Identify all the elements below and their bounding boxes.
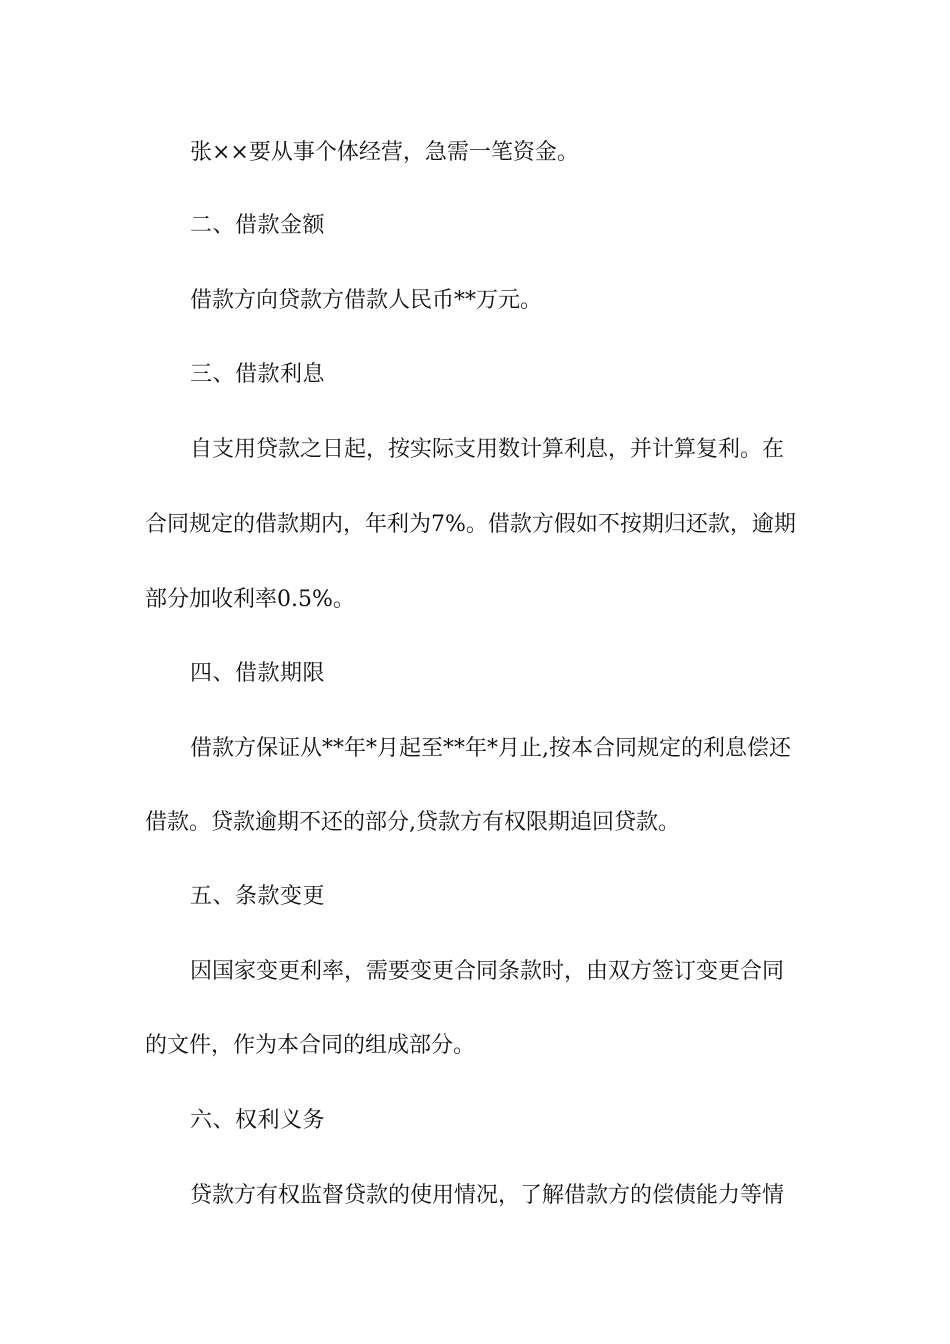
paragraph-change-line-2: 的文件，作为本合同的组成部分。 — [145, 1033, 476, 1058]
paragraph-change-line-1: 因国家变更利率，需要变更合同条款时，由双方签订变更合同 — [190, 959, 785, 984]
heading-loan-interest: 三、借款利息 — [190, 362, 326, 387]
paragraph-rights-line-1: 贷款方有权监督贷款的使用情况，了解借款方的偿债能力等情 — [190, 1183, 785, 1208]
paragraph-interest-line-1: 自支用贷款之日起，按实际支用数计算利息，并计算复利。在 — [190, 437, 785, 462]
heading-rights-obligations: 六、权利义务 — [190, 1108, 326, 1133]
heading-clause-change: 五、条款变更 — [190, 884, 326, 909]
heading-loan-amount: 二、借款金额 — [190, 213, 326, 238]
paragraph-loan-amount: 借款方向贷款方借款人民币**万元。 — [190, 288, 543, 313]
paragraph-term-line-2: 借款。贷款逾期不还的部分,贷款方有权限期追回贷款。 — [145, 810, 680, 835]
paragraph-interest-line-3: 部分加收利率0.5%。 — [145, 587, 355, 612]
heading-loan-term: 四、借款期限 — [190, 661, 326, 686]
paragraph-interest-line-2: 合同规定的借款期内，年利为7%。借款方假如不按期归还款，逾期 — [145, 512, 796, 537]
paragraph-term-line-1: 借款方保证从**年*月起至**年*月止,按本合同规定的利息偿还 — [190, 736, 791, 761]
paragraph-purpose: 张××要从事个体经营，急需一笔资金。 — [190, 140, 579, 165]
